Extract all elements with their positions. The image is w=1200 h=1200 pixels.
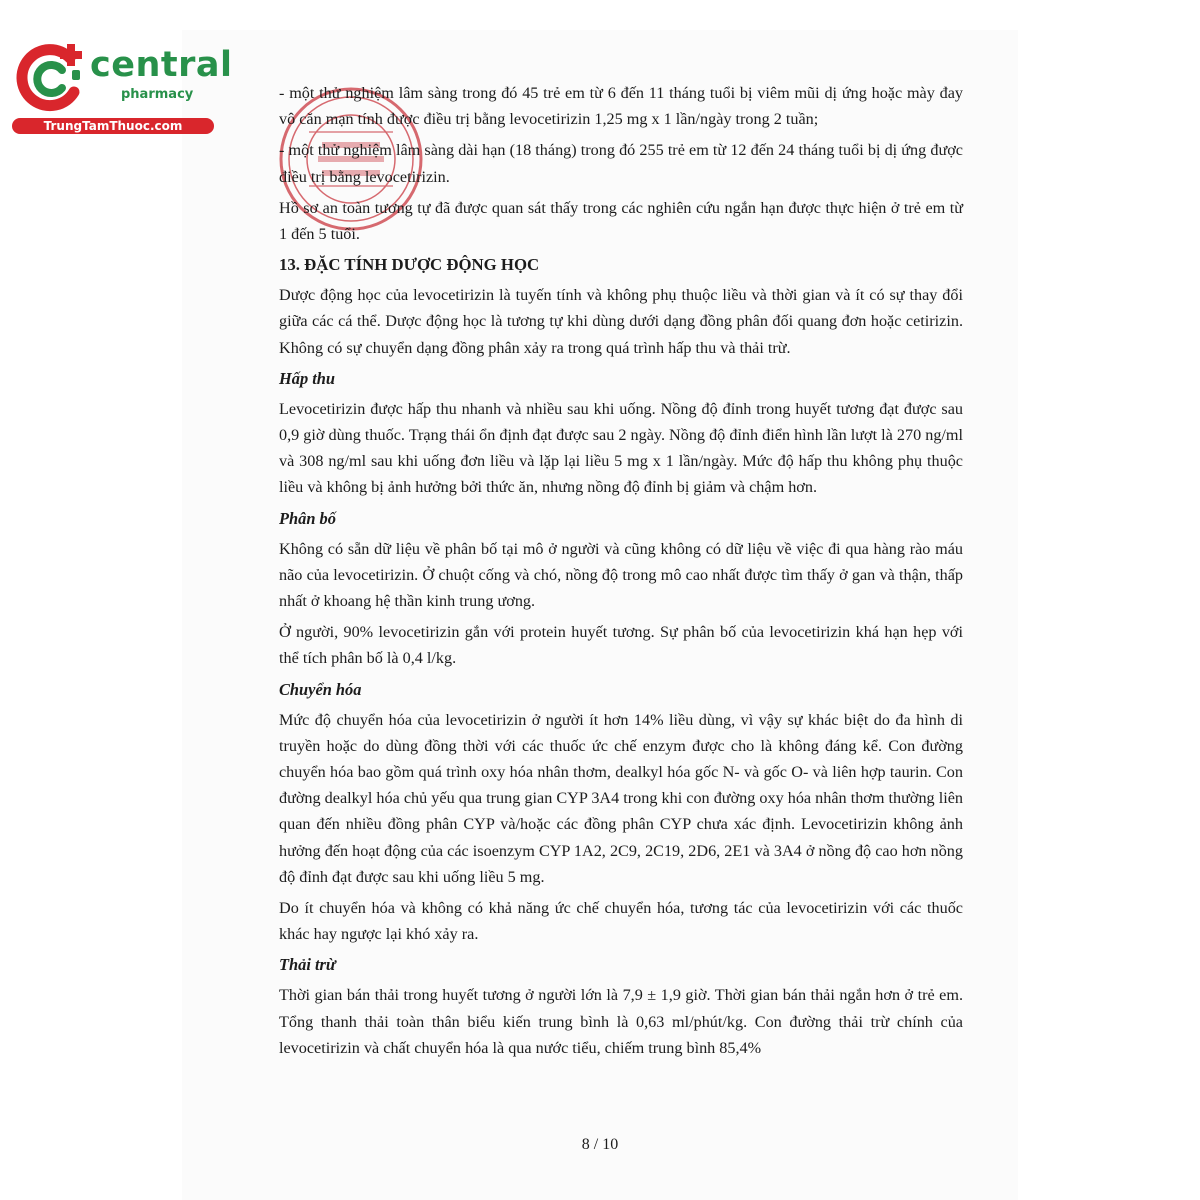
paragraph-metabolism-2: Do ít chuyển hóa và không có khả năng ức chế chuyển hóa, tương tác của levocetirizin với các thuốc khác hay ngược lại khó xảy ra. bbox=[279, 899, 963, 944]
paragraph-metabolism-1: Mức độ chuyển hóa của levocetirizin ở người ít hơn 14% liều dùng, vì vậy sự khác biệt do đa hình di truyền hoặc do dùng đồng thời với các thuốc ức chế enzym được cho là không đáng kể. Con đường chuyển hóa bao gồm quá trình oxy hóa nhân thơm, dealkyl hóa gốc N- và gốc O- và liên hợp taurin. Con đường dealkyl hóa chủ yếu qua trung gian CYP 3A4 trong khi con đường oxy hóa nhân thơm thường liên quan đến nhiều đồng phân CYP và/hoặc các đồng phân CYP chưa xác định. Levocetirizin không ảnh hưởng đến hoạt động của các isoenzym CYP 1A2, 2C9, 2C19, 2D6, 2E1 và 3A4 ở nồng độ cao hơn nồng độ đỉnh đạt được sau khi uống liều 5 mg. bbox=[279, 710, 963, 886]
section-title: 13. ĐẶC TÍNH DƯỢC ĐỘNG HỌC bbox=[279, 255, 540, 275]
page-number: 8 / 10 bbox=[581, 1136, 619, 1153]
logo-sub-text: pharmacy bbox=[121, 87, 194, 102]
pharmacy-cross-logo-icon bbox=[12, 40, 88, 116]
paragraph: Hồ sơ an toàn tương tự đã được quan sát thấy trong các nghiên cứu ngắn hạn được thực hiện ở trẻ em từ 1 đến 5 tuổi. bbox=[279, 198, 963, 244]
paragraph-intro: Dược động học của levocetirizin là tuyến tính và không phụ thuộc liều và thời gian và ít có sự thay đổi giữa các cá thể. Dược động học là tương tự khi dùng dưới dạng đồng phân đối quang đơn hoặc cetirizin. Không có sự chuyển dạng đồng phân xảy ra trong quá trình hấp thu và thải trừ. bbox=[279, 286, 963, 357]
list-item: - một thử nghiệm lâm sàng dài hạn (18 tháng) trong đó 255 trẻ em từ 12 đến 24 tháng tuổi bị dị ứng được điều trị bằng levocetirizin. bbox=[279, 141, 963, 186]
paragraph-distribution-1: Không có sẵn dữ liệu về phân bố tại mô ở người và cũng không có dữ liệu về việc đi qua hàng rào máu não của levocetirizin. Ở chuột cống và chó, nồng độ trong mô cao nhất được tìm thấy ở gan và thận, thấp nhất ở khoang hệ thần kinh trung ương. bbox=[279, 539, 963, 611]
document-body bbox=[279, 80, 963, 1066]
logo-brand-text: central bbox=[90, 45, 233, 85]
subheading-elimination: Thải trừ bbox=[279, 955, 336, 975]
paragraph-distribution-2: Ở người, 90% levocetirizin gắn với protein huyết tương. Sự phân bố của levocetirizin khá hạn hẹp với thể tích phân bố là 0,4 l/kg. bbox=[279, 623, 963, 668]
logo-site-link[interactable]: TrungTamThuoc.com bbox=[12, 118, 214, 134]
central-pharmacy-logo[interactable] bbox=[8, 36, 233, 136]
subheading-absorption: Hấp thu bbox=[279, 368, 336, 388]
subheading-distribution: Phân bố bbox=[279, 508, 336, 528]
paragraph-elimination: Thời gian bán thải trong huyết tương ở người lớn là 7,9 ± 1,9 giờ. Thời gian bán thải ngắn hơn ở trẻ em. Tổng thanh thải toàn thân biểu kiến trung bình là 0,63 ml/phút/kg. Con đường thải trừ chính của levocetirizin và chất chuyển hóa là qua nước tiểu, chiếm trung bình 85,4% bbox=[279, 986, 963, 1057]
subheading-metabolism: Chuyển hóa bbox=[279, 679, 362, 699]
list-item: - một thử nghiệm lâm sàng trong đó 45 trẻ em từ 6 đến 11 tháng tuổi bị viêm mũi dị ứng hoặc mày đay vô căn mạn tính được điều trị bằng levocetirizin 1,25 mg x 1 lần/ngày trong 2 tuần; bbox=[279, 84, 963, 129]
paragraph-absorption: Levocetirizin được hấp thu nhanh và nhiều sau khi uống. Nồng độ đỉnh trong huyết tương đạt được sau 0,9 giờ dùng thuốc. Trạng thái ổn định đạt được sau 2 ngày. Nồng độ đỉnh điển hình lần lượt là 270 ng/ml và 308 ng/ml sau khi uống đơn liều và lặp lại liều 5 mg x 1 lần/ngày. Mức độ hấp thu không phụ thuộc liều và không bị ảnh hưởng bởi thức ăn, nhưng nồng độ đỉnh bị giảm và chậm hơn. bbox=[279, 399, 963, 497]
